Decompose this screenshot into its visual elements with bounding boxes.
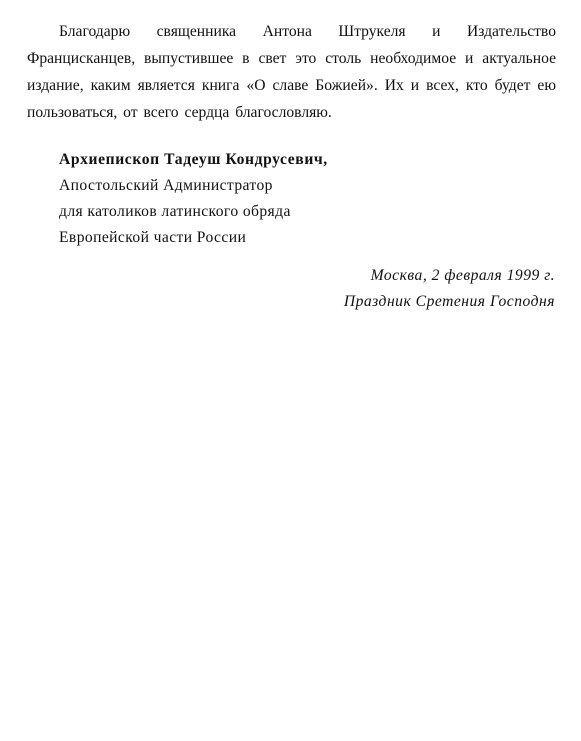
dateline-block bbox=[255, 263, 555, 315]
signature-block bbox=[59, 147, 539, 251]
place-date: Москва, 2 февраля 1999 г. bbox=[370, 267, 555, 284]
signature-name: Архиепископ Тадеуш Кондрусевич, bbox=[59, 151, 328, 168]
signature-title-line: Европейской части России bbox=[59, 229, 247, 246]
feast-name: Праздник Сретения Господня bbox=[343, 293, 555, 310]
signature-title-line: Апостольский Администратор bbox=[59, 177, 273, 194]
blessing-paragraph: Благодарю священника Антона Штрукеля и Издательство Францисканцев, выпустившее в свет это столь необходимое и актуальное издание, каким является книга «О славе Божией». Их и всех, кто будет ею пользоваться, от всего сердца благословляю. bbox=[27, 23, 556, 121]
signature-title-line: для католиков латинского обряда bbox=[59, 203, 291, 220]
